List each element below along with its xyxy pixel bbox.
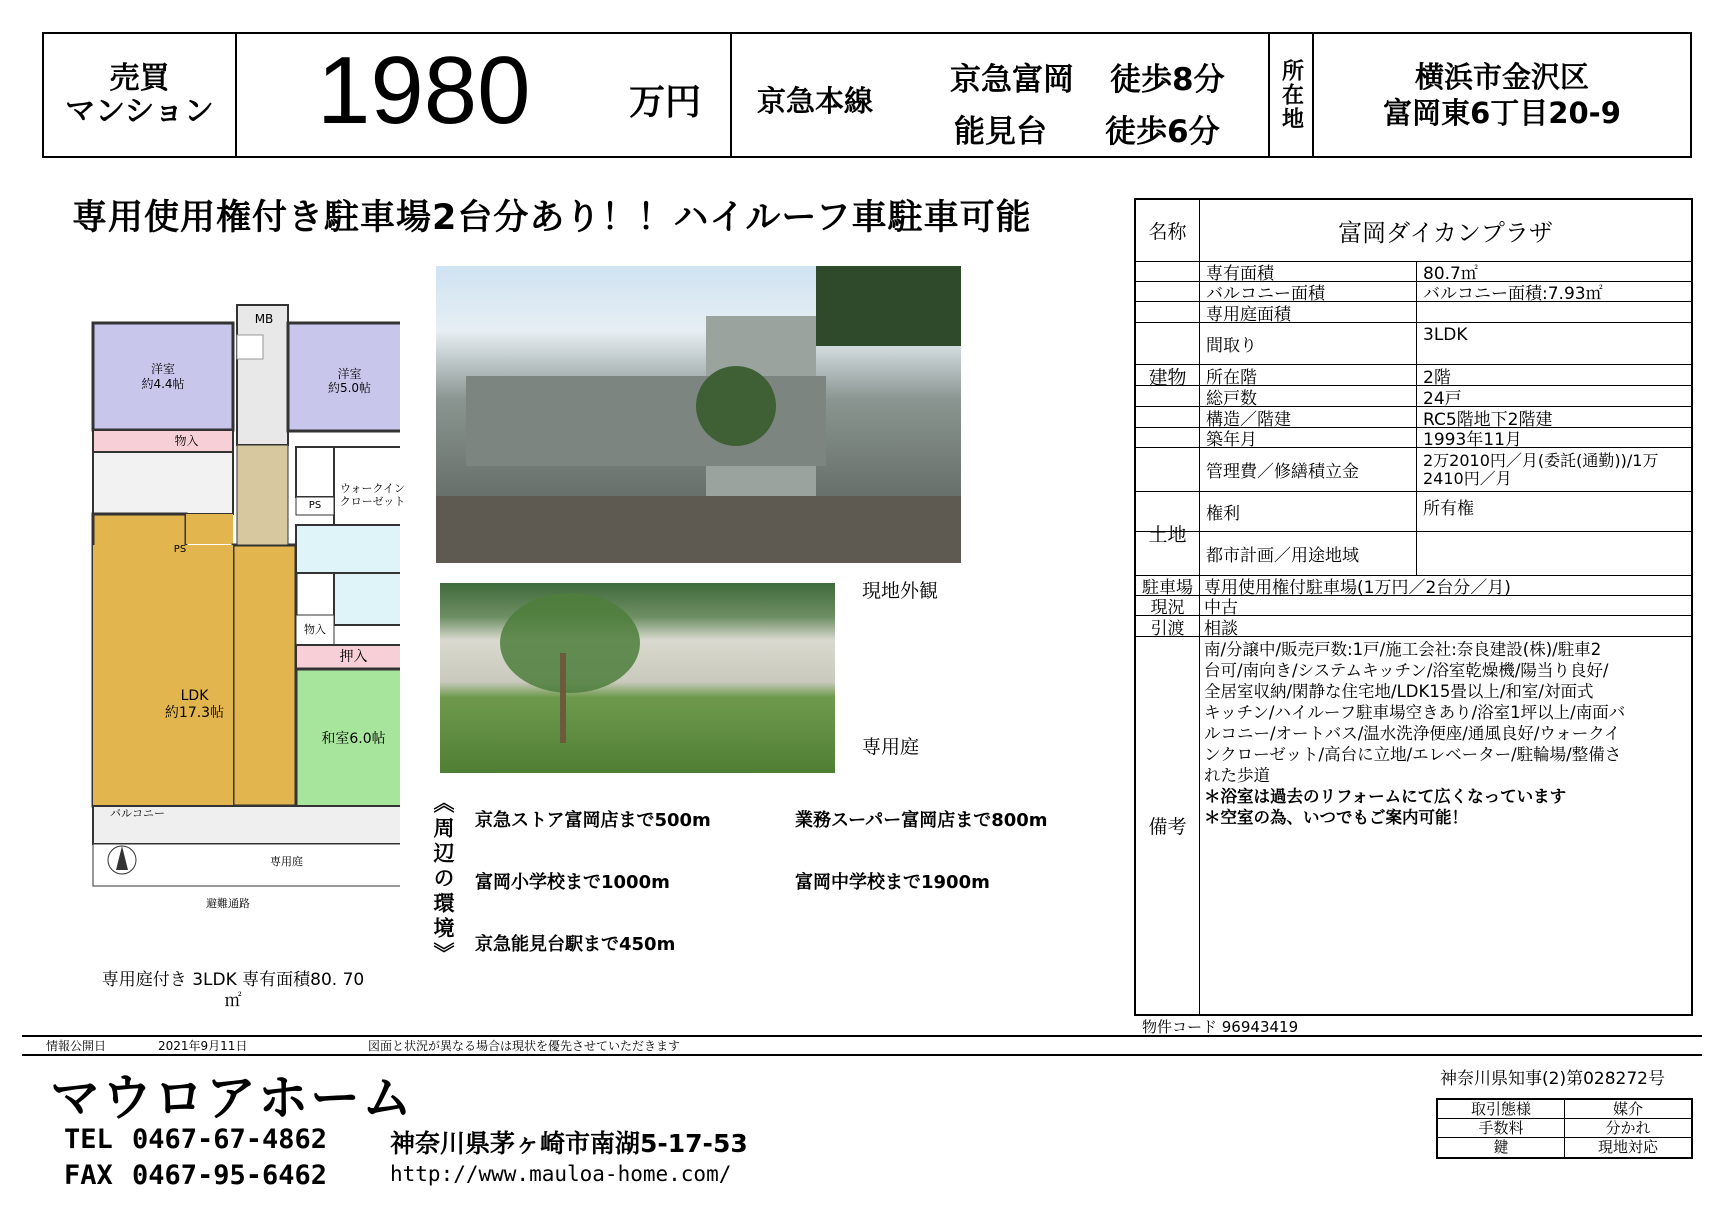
spec-notes-label: 備考: [1136, 637, 1200, 1014]
spec-layout-value: 3LDK: [1423, 325, 1468, 345]
spec-structure-label: 構造／階建: [1200, 407, 1417, 427]
spec-status-label: 現況: [1136, 596, 1200, 615]
trade-row: [1438, 1119, 1691, 1138]
spec-floor-value: 2階: [1423, 367, 1451, 388]
walk-2: 徒歩6分: [1105, 114, 1220, 150]
disclaimer: 図面と状況が異なる場合は現状を優先させていただきます: [368, 1039, 681, 1053]
walkin-label-1: ウォークイン: [339, 481, 405, 495]
spec-garden-value: [1419, 302, 1691, 322]
room-walkin-closet: [334, 475, 411, 515]
spec-floor-label: 所在階: [1200, 365, 1417, 385]
floor-plan: [60, 275, 406, 915]
room-ldk-size: 約17.3帖: [164, 705, 225, 721]
environment-item: 富岡中学校まで1900m: [795, 872, 990, 893]
spec-note-line: れた歩道: [1204, 766, 1270, 785]
trade-label: 手数料: [1438, 1119, 1565, 1137]
spec-row-rights: [1136, 492, 1691, 532]
spec-note-line: 台可/南向き/システムキッチン/浴室乾燥機/陽当り良好/: [1204, 661, 1609, 680]
trade-value: 現地対応: [1597, 1138, 1658, 1156]
room-ldk: [93, 655, 296, 755]
spec-row-handover: [1136, 616, 1691, 637]
room-evacuation-path: 避難通路: [206, 897, 250, 910]
room-western-1-size: 約4.4帖: [141, 376, 185, 391]
exterior-photo-label: 現地外観: [862, 580, 939, 602]
station-1: 京急富岡: [950, 62, 1074, 98]
exterior-photo: [436, 266, 961, 563]
price: 1980: [317, 37, 531, 144]
trade-row: [1438, 1138, 1691, 1157]
room-western-2-label: 洋室: [337, 366, 362, 381]
spec-units-value: 24戸: [1423, 388, 1462, 409]
spec-fee-line-2: 2410円／月: [1423, 468, 1512, 488]
environment-item: 富岡小学校まで1000m: [475, 872, 670, 893]
access-cell: [732, 34, 1270, 156]
spec-row-built: [1136, 428, 1691, 448]
station-2: 能見台: [954, 114, 1047, 150]
spec-note-line: ンクローゼット/高台に立地/エレベーター/駐輪場/整備さ: [1204, 745, 1622, 764]
published-label: 情報公開日: [46, 1039, 107, 1053]
environment-item: 京急ストア富岡店まで500m: [475, 810, 711, 831]
environment-item: 京急能見台駅まで450m: [475, 934, 676, 955]
garden-photo: [440, 583, 835, 773]
room-storage-2: 物入: [304, 623, 326, 637]
spec-balcony-label: バルコニー面積: [1200, 282, 1417, 301]
spec-row-zoning: [1136, 532, 1691, 576]
room-western-1-label: 洋室: [150, 362, 175, 377]
footer-divider-top: [22, 1035, 1702, 1037]
walk-1: 徒歩8分: [1110, 62, 1225, 98]
room-balcony: バルコニー: [110, 807, 165, 820]
spec-handover-value: 相談: [1204, 618, 1238, 639]
room-western-2-size: 約5.0帖: [327, 381, 372, 395]
spec-status-value: 中古: [1204, 598, 1238, 618]
spec-building-label: 建物: [1136, 262, 1200, 492]
spec-garden-label: 専用庭面積: [1200, 302, 1417, 322]
published-date: 2021年9月11日: [158, 1039, 248, 1053]
walkin-label-2: クローゼット: [339, 495, 406, 508]
spec-fee-label: 管理費／修繕積立金: [1200, 448, 1417, 491]
listing-type: [44, 34, 237, 156]
type-sale: 売買: [109, 61, 170, 96]
spec-note-line: ルコニー/オートバス/温水洗浄便座/通風良好/ウォークイ: [1204, 724, 1621, 743]
spec-note-line: 全居室収納/閑静な住宅地/LDK15畳以上/和室/対面式: [1204, 682, 1594, 701]
trade-label: 取引態様: [1438, 1100, 1565, 1118]
spec-land-label: 土地: [1136, 492, 1200, 576]
spec-note-line: 南/分譲中/販売戸数:1戸/施工会社:奈良建設(株)/駐車2: [1204, 640, 1602, 659]
location-line-2: 富岡東6丁目20-9: [1383, 96, 1621, 130]
spec-row-fee: [1136, 448, 1691, 492]
spec-row-name: [1136, 200, 1691, 262]
room-ps-1: PS: [308, 500, 322, 511]
room-mb: MB: [254, 311, 274, 326]
spec-area-value: 80.7㎡: [1423, 264, 1478, 284]
spec-built-value: 1993年11月: [1423, 430, 1522, 450]
headline: 専用使用権付き駐車場2台分あり！！ハイルーフ車駐車可能: [72, 198, 1032, 238]
spec-layout-label: 間取り: [1200, 323, 1417, 364]
property-code: 物件コード 96943419: [1142, 1018, 1299, 1036]
spec-zoning-label: 都市計画／用途地域: [1200, 532, 1417, 575]
location-label: 所在地: [1270, 34, 1314, 156]
spec-units-label: 総戸数: [1200, 386, 1417, 406]
trade-table: [1436, 1098, 1693, 1159]
footer-divider: [22, 1054, 1702, 1056]
spec-row-garden: [1136, 302, 1691, 323]
spec-row-notes: [1136, 637, 1691, 1014]
fax-label: FAX: [64, 1160, 113, 1191]
spec-parking-label: 駐車場: [1136, 576, 1200, 595]
spec-rights-value: 所有権: [1423, 499, 1474, 519]
company-address: 神奈川県茅ヶ崎市南湖5-17-53: [390, 1129, 748, 1158]
room-ps-2: PS: [173, 544, 187, 555]
room-storage-1: 物入: [174, 433, 199, 448]
spec-note-line: ＊浴室は過去のリフォームにて広くなっています: [1204, 787, 1567, 806]
spec-row-layout: [1136, 323, 1691, 365]
header-bar: [42, 32, 1692, 158]
tel-label: TEL: [64, 1124, 113, 1155]
company-url[interactable]: http://www.mauloa-home.com/: [390, 1162, 732, 1186]
room-western-1: [93, 323, 233, 430]
spec-rights-label: 権利: [1200, 492, 1417, 531]
environment-item: 業務スーパー富岡店まで800m: [795, 810, 1048, 831]
price-cell: [237, 34, 732, 156]
spec-built-label: 築年月: [1200, 428, 1417, 447]
train-line: 京急本線: [757, 84, 874, 118]
room-closet: 押入: [339, 648, 368, 665]
floor-plan-caption: [48, 970, 418, 1013]
floor-plan-caption-1: 専用庭付き 3LDK 専有面積80. 70: [101, 970, 365, 990]
spec-handover-label: 引渡: [1136, 616, 1200, 636]
trade-row: [1438, 1100, 1691, 1119]
fax-number: 0467-95-6462: [132, 1160, 328, 1191]
type-mansion: マンション: [65, 94, 214, 129]
spec-note-line: キッチン/ハイルーフ駐車場空きあり/浴室1坪以上/南面バ: [1204, 703, 1626, 722]
spec-balcony-value: バルコニー面積:7.93㎡: [1423, 284, 1603, 304]
company-name: マウロアホーム: [50, 1069, 414, 1127]
location-line-1: 横浜市金沢区: [1414, 59, 1589, 94]
spec-notes-value: [1204, 639, 1687, 828]
tel-number[interactable]: 0467-67-4862: [132, 1124, 328, 1155]
environment-title: 《周辺の環境》: [431, 792, 455, 967]
price-unit: 万円: [629, 82, 702, 123]
spec-name-value: 富岡ダイカンプラザ: [1338, 219, 1553, 247]
trade-value: 媒介: [1612, 1100, 1643, 1118]
room-ldk-label: LDK: [180, 688, 209, 705]
spec-table: [1134, 198, 1693, 1016]
spec-structure-value: RC5階地下2階建: [1423, 409, 1553, 430]
room-washitsu: 和室6.0帖: [321, 730, 386, 747]
trade-value: 分かれ: [1605, 1119, 1651, 1137]
spec-name-label: 名称: [1136, 200, 1200, 261]
floor-plan-caption-2: ㎡: [224, 991, 242, 1012]
trade-label: 鍵: [1438, 1138, 1565, 1157]
garden-photo-label: 専用庭: [862, 736, 920, 758]
room-western-2: [288, 331, 411, 431]
location-cell: [1314, 34, 1690, 156]
spec-note-line: ＊空室の為、いつでもご案内可能！: [1204, 808, 1468, 827]
spec-fee-line-1: 2万2010円／月(委託(通勤))/1万: [1423, 450, 1659, 470]
license-number: 神奈川県知事(2)第028272号: [1440, 1069, 1665, 1089]
spec-zoning-value: [1419, 532, 1691, 575]
spec-parking-value: 専用使用権付駐車場(1万円／2台分／月): [1204, 578, 1511, 598]
room-garden: 専用庭: [270, 855, 303, 868]
spec-fee-value: [1419, 448, 1691, 491]
spec-area-label: 専有面積: [1200, 262, 1417, 281]
